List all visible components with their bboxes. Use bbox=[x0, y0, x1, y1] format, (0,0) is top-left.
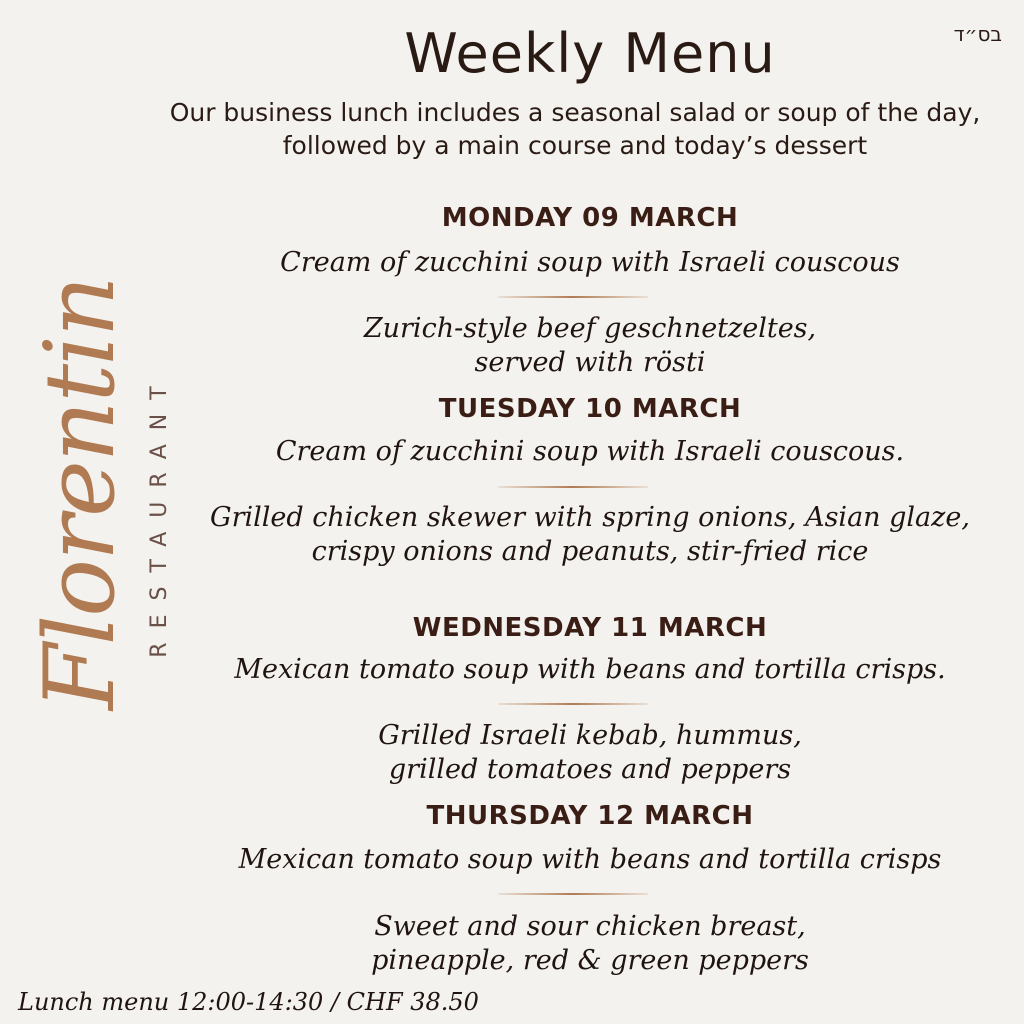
divider bbox=[498, 893, 648, 895]
main-wednesday-line1: Grilled Israeli kebab, hummus, bbox=[378, 720, 802, 751]
starter-wednesday: Mexican tomato soup with beans and tortilla crisps. bbox=[234, 654, 946, 685]
day-heading-thursday: THURSDAY 12 MARCH bbox=[426, 801, 754, 831]
main-thursday-line2: pineapple, red & green peppers bbox=[371, 945, 809, 976]
starter-tuesday: Cream of zucchini soup with Israeli couscous. bbox=[275, 436, 905, 467]
main-tuesday-line2: crispy onions and peanuts, stir-fried rice bbox=[311, 536, 869, 567]
day-heading-monday: MONDAY 09 MARCH bbox=[441, 203, 739, 233]
day-heading-tuesday: TUESDAY 10 MARCH bbox=[438, 394, 742, 424]
main-thursday-line1: Sweet and sour chicken breast, bbox=[374, 911, 806, 942]
starter-thursday: Mexican tomato soup with beans and tortilla crisps bbox=[238, 844, 942, 875]
page-title: Weekly Menu bbox=[404, 22, 776, 85]
hebrew-blessing-mark: בס״ד bbox=[953, 22, 1002, 46]
divider bbox=[498, 296, 648, 298]
starter-monday: Cream of zucchini soup with Israeli couscous bbox=[280, 247, 900, 278]
logo-script-text: Florentin bbox=[24, 277, 136, 710]
main-wednesday-line2: grilled tomatoes and peppers bbox=[388, 754, 792, 785]
lunch-price-footer: Lunch menu 12:00-14:30 / CHF 38.50 bbox=[18, 988, 479, 1016]
logo-subtitle: RESTAURANT bbox=[147, 372, 172, 658]
divider bbox=[498, 486, 648, 488]
restaurant-logo bbox=[0, 277, 180, 740]
main-monday-line2: served with rösti bbox=[474, 347, 706, 378]
main-monday-line1: Zurich-style beef geschnetzeltes, bbox=[363, 313, 817, 344]
day-heading-wednesday: WEDNESDAY 11 MARCH bbox=[412, 613, 768, 643]
intro-text: Our business lunch includes a seasonal salad or soup of the day, followed by a main course and today’s dessert bbox=[169, 98, 981, 160]
divider bbox=[498, 703, 648, 705]
main-tuesday-line1: Grilled chicken skewer with spring onions, Asian glaze, bbox=[210, 502, 970, 533]
